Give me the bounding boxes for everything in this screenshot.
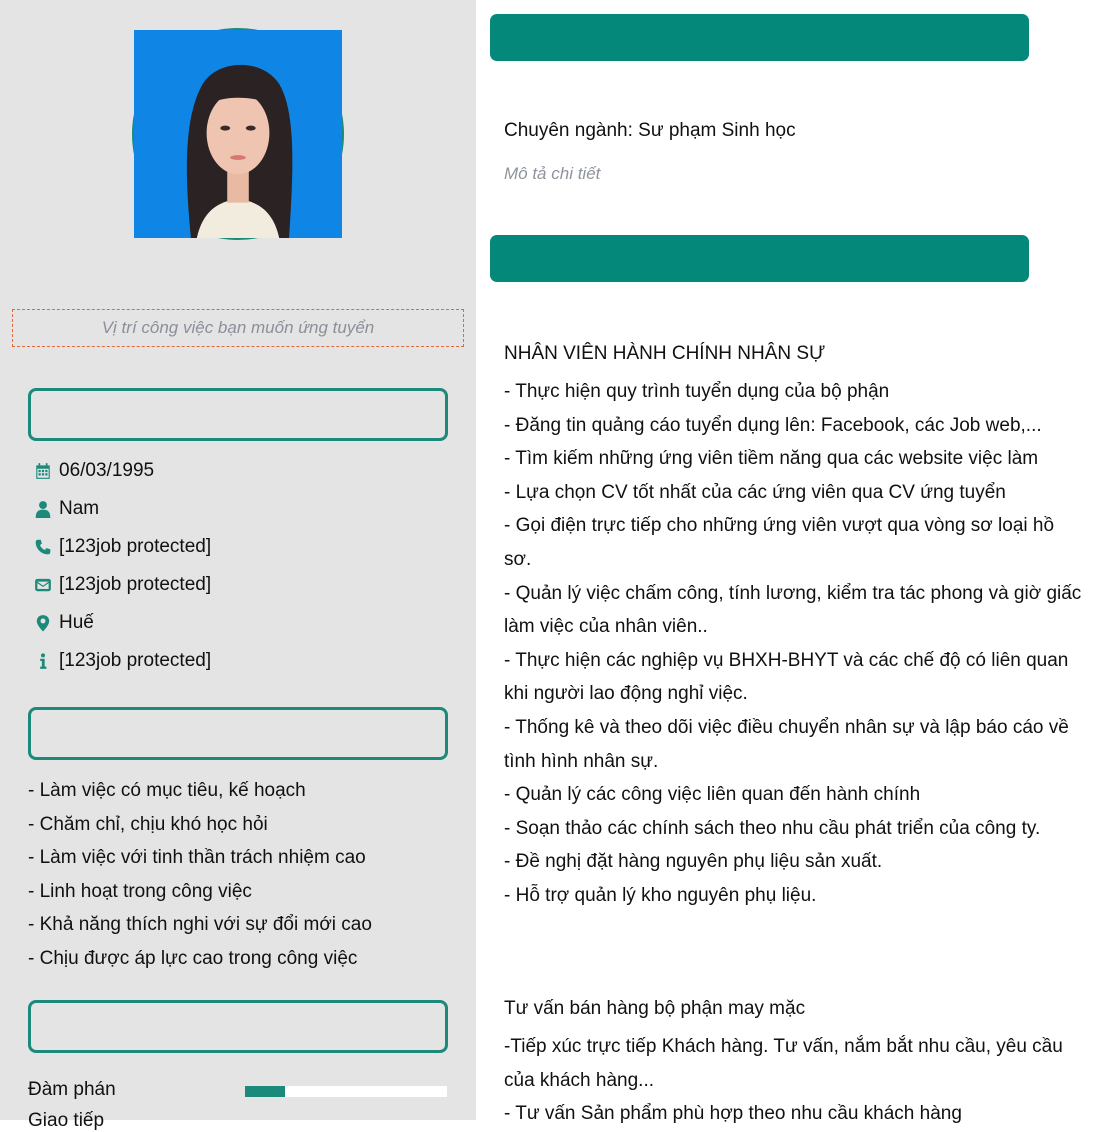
other-info-row — [33, 642, 211, 680]
job-line: - Soạn thảo các chính sách theo nhu cầu phát triển của công ty. — [504, 817, 1041, 839]
map-marker-icon — [33, 613, 53, 633]
birthdate-value: 06/03/1995 — [59, 460, 155, 481]
birthdate-row — [33, 452, 211, 490]
job-line: -Tiếp xúc trực tiếp Khách hàng. Tư vấn, nắm bắt nhu cầu, yêu cầu của khách hàng... — [504, 1036, 1063, 1091]
strength-item: - Khả năng thích nghi với sự đổi mới cao — [28, 914, 372, 936]
job-line: - Quản lý việc chấm công, tính lương, kiểm tra tác phong và giờ giấc làm việc của nhân viên.. — [504, 582, 1082, 638]
gender-row — [33, 490, 211, 528]
address-row — [33, 604, 211, 642]
job-description — [504, 375, 1084, 913]
job-title: NHÂN VIÊN HÀNH CHÍNH NHÂN SỰ — [504, 343, 826, 364]
email-row — [33, 566, 211, 604]
strengths-list — [28, 774, 372, 976]
email-value[interactable]: [123job protected] — [59, 574, 212, 595]
avatar-photo — [134, 30, 342, 238]
main-content — [476, 0, 1106, 1125]
experience-section-header — [490, 235, 1029, 282]
strength-item: - Chịu được áp lực cao trong công việc — [28, 947, 358, 969]
personal-info-list — [33, 452, 211, 680]
skill-name: Đàm phán — [28, 1079, 116, 1100]
job-entry — [504, 988, 1084, 1131]
desired-position-input[interactable]: Vị trí công việc bạn muốn ứng tuyển — [12, 309, 464, 347]
job-line: - Thực hiện các nghiệp vụ BHXH-BHYT và các chế độ có liên quan khi người lao động nghỉ việc. — [504, 649, 1069, 705]
skill-row — [28, 1110, 104, 1132]
other-info-value: [123job protected] — [59, 650, 212, 671]
phone-icon — [33, 537, 53, 557]
calendar-icon — [33, 461, 53, 481]
skills-section-header — [28, 1000, 448, 1053]
job-line: - Tìm kiếm những ứng viên tiềm năng qua các website việc làm — [504, 448, 1039, 470]
job-line: - Lựa chọn CV tốt nhất của các ứng viên qua CV ứng tuyển — [504, 481, 1006, 503]
strength-item: - Chăm chỉ, chịu khó học hỏi — [28, 813, 268, 835]
address-value: Huế — [59, 612, 94, 633]
job-line: - Tư vấn Sản phẩm phù hợp theo nhu cầu khách hàng — [504, 1103, 962, 1125]
job-line: - Gọi điện trực tiếp cho những ứng viên vượt qua vòng sơ loại hồ sơ. — [504, 515, 1055, 570]
phone-row — [33, 528, 211, 566]
strength-item: - Làm việc có mục tiêu, kế hoạch — [28, 780, 306, 801]
personal-info-section-header — [28, 388, 448, 441]
sidebar — [0, 0, 476, 1131]
job-line: - Thực hiện quy trình tuyển dụng của bộ phận — [504, 381, 890, 402]
job-line: - Hỗ trợ quản lý kho nguyên phụ liệu. — [504, 884, 817, 906]
job-title: Tư vấn bán hàng bộ phận may mặc — [504, 998, 806, 1019]
skill-level-fill — [245, 1086, 285, 1097]
strength-item: - Làm việc với tinh thần trách nhiệm cao — [28, 847, 366, 869]
skill-level-bar — [245, 1086, 447, 1097]
strength-item: - Linh hoạt trong công việc — [28, 880, 252, 902]
job-line: - Đăng tin quảng cáo tuyển dụng lên: Facebook, các Job web,... — [504, 414, 1042, 436]
skill-row — [28, 1074, 448, 1106]
education-description-input[interactable]: Mô tả chi tiết — [504, 164, 601, 183]
job-line: - Thống kê và theo dõi việc điều chuyển nhân sự và lập báo cáo về tình hình nhân sự. — [504, 716, 1069, 772]
education-major: Chuyên ngành: Sư phạm Sinh học — [504, 120, 796, 141]
strengths-section-header — [28, 707, 448, 760]
info-icon — [33, 651, 53, 671]
gender-value: Nam — [59, 498, 100, 519]
user-icon — [33, 499, 53, 519]
phone-value[interactable]: [123job protected] — [59, 536, 212, 557]
job-description — [504, 1030, 1084, 1131]
job-entry — [504, 333, 1084, 913]
avatar[interactable] — [132, 28, 344, 240]
job-line: - Đề nghị đặt hàng nguyên phụ liệu sản xuất. — [504, 851, 883, 873]
education-section-header — [490, 14, 1029, 61]
envelope-icon — [33, 575, 53, 595]
job-line: - Quản lý các công việc liên quan đến hành chính — [504, 784, 921, 806]
skill-name: Giao tiếp — [28, 1110, 105, 1131]
